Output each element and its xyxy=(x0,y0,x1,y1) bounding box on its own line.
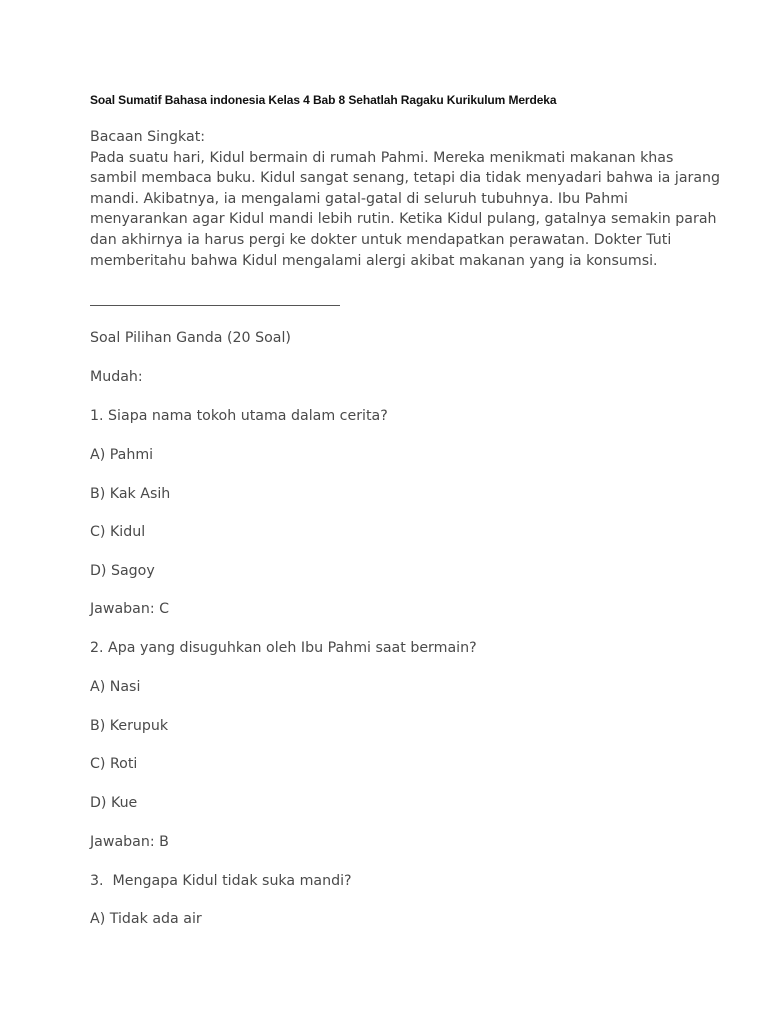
document-title: Soal Sumatif Bahasa indonesia Kelas 4 Bab 8 Sehatlah Ragaku Kurikulum Merdeka xyxy=(90,93,557,107)
question-1-option-d: D) Sagoy xyxy=(90,563,155,579)
reading-heading: Bacaan Singkat: xyxy=(90,129,206,145)
reading-line: sambil membaca buku. Kidul sangat senang, tetapi dia tidak menyadari bahwa ia jarang xyxy=(90,170,721,187)
question-3-option-a: A) Tidak ada air xyxy=(90,911,202,927)
question-1-option-c: C) Kidul xyxy=(90,524,146,540)
reading-line: menyarankan agar Kidul mandi lebih rutin. Ketika Kidul pulang, gatalnya semakin parah xyxy=(90,211,717,228)
question-1: 1. Siapa nama tokoh utama dalam cerita? xyxy=(90,408,388,424)
reading-line: mandi. Akibatnya, ia mengalami gatal-gatal di seluruh tubuhnya. Ibu Pahmi xyxy=(90,190,628,207)
reading-line: Pada suatu hari, Kidul bermain di rumah Pahmi. Mereka menikmati makanan khas xyxy=(90,149,674,166)
difficulty-level: Mudah: xyxy=(90,369,143,385)
question-2-option-a: A) Nasi xyxy=(90,679,141,695)
reading-line: memberitahu bahwa Kidul mengalami alergi akibat makanan yang ia konsumsi. xyxy=(90,252,658,269)
question-2-option-b: B) Kerupuk xyxy=(90,718,169,734)
question-1-answer: Jawaban: C xyxy=(90,601,170,617)
reading-passage xyxy=(90,127,721,271)
question-3: 3. Mengapa Kidul tidak suka mandi? xyxy=(90,873,352,889)
question-2: 2. Apa yang disuguhkan oleh Ibu Pahmi saat bermain? xyxy=(90,640,477,656)
question-2-answer: Jawaban: B xyxy=(90,834,169,850)
question-2-option-c: C) Roti xyxy=(90,756,138,772)
section-divider xyxy=(90,305,340,306)
question-2-option-d: D) Kue xyxy=(90,795,138,811)
question-1-option-b: B) Kak Asih xyxy=(90,486,171,502)
reading-line: dan akhirnya ia harus pergi ke dokter untuk mendapatkan perawatan. Dokter Tuti xyxy=(90,231,672,248)
question-1-option-a: A) Pahmi xyxy=(90,447,154,463)
section-title: Soal Pilihan Ganda (20 Soal) xyxy=(90,330,291,346)
